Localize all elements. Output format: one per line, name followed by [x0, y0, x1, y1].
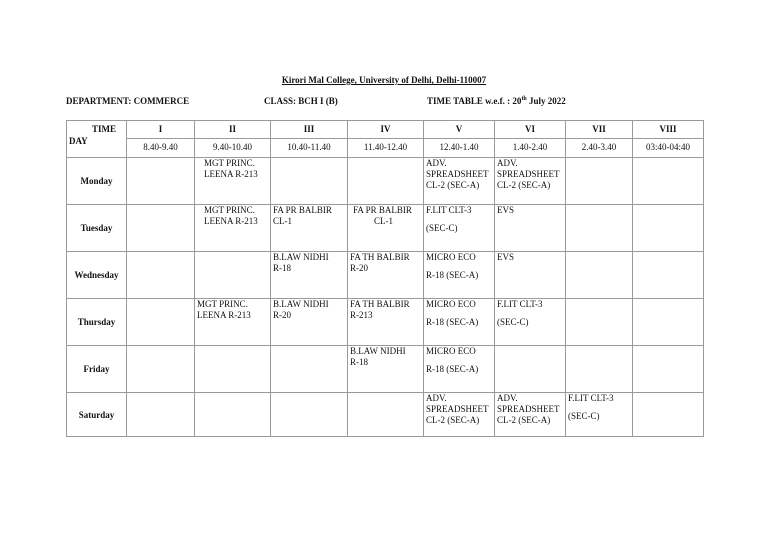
entry-line: SPREADSHEET — [426, 404, 489, 414]
timetable-cell — [126, 204, 195, 252]
entry-line: R-20 — [350, 263, 368, 273]
entry-line: MGT PRINC. — [204, 158, 255, 168]
class-entry — [497, 393, 560, 426]
entry-line: R-18 — [273, 263, 291, 273]
entry-line: FA PR BALBIR — [353, 205, 412, 215]
period-number: IV — [347, 120, 424, 139]
entry-line: R-213 — [350, 310, 373, 320]
entry-line: CL-1 — [273, 216, 292, 226]
timetable-cell — [632, 298, 704, 346]
entry-line: F.LIT CLT-3 — [497, 299, 543, 309]
day-label: Monday — [66, 157, 127, 205]
period-time: 03:40-04:40 — [632, 138, 704, 158]
entry-line: (SEC-C) — [426, 223, 458, 233]
timetable-cell — [565, 298, 633, 346]
timetable-cell — [126, 157, 195, 205]
timetable-cell — [632, 157, 704, 205]
entry-line: LEENA R-213 — [197, 310, 251, 320]
timetable-cell — [565, 157, 633, 205]
timetable-cell — [632, 392, 704, 437]
class-entry — [426, 393, 489, 426]
period-number: VI — [494, 120, 566, 139]
timetable-date — [427, 96, 566, 106]
period-time: 8.40-9.40 — [126, 138, 195, 158]
timetable-cell — [270, 345, 348, 393]
timetable-cell — [126, 298, 195, 346]
entry-line: CL-1 — [374, 216, 393, 226]
timetable-cell — [565, 251, 633, 299]
entry-line: B.LAW NIDHI — [273, 252, 329, 262]
period-number: III — [270, 120, 348, 139]
timetable-cell — [194, 251, 271, 299]
class-entry — [273, 205, 332, 227]
timetable-cell — [494, 345, 566, 393]
class-entry — [568, 393, 613, 422]
timetable-cell — [632, 345, 704, 393]
class-entry — [426, 346, 478, 375]
timetable-cell — [632, 204, 704, 252]
entry-line: ADV. — [497, 393, 518, 403]
class-entry — [273, 299, 329, 321]
day-label: Wednesday — [66, 251, 127, 299]
period-time: 1.40-2.40 — [494, 138, 566, 158]
class-entry — [353, 205, 412, 227]
entry-line: LEENA R-213 — [204, 169, 258, 179]
entry-line: ADV. — [426, 393, 447, 403]
class-entry — [426, 158, 489, 191]
entry-line: FA TH BALBIR — [350, 252, 410, 262]
class-label: CLASS: BCH I (B) — [264, 96, 338, 106]
timetable-cell — [565, 345, 633, 393]
class-entry — [426, 252, 478, 281]
class-entry — [497, 252, 514, 263]
entry-line: MICRO ECO — [426, 346, 476, 356]
class-entry — [273, 252, 329, 274]
entry-line: MGT PRINC. — [204, 205, 255, 215]
entry-line: FA PR BALBIR — [273, 205, 332, 215]
entry-line: F.LIT CLT-3 — [426, 205, 472, 215]
day-label: Thursday — [66, 298, 127, 346]
corner-cell — [66, 120, 127, 158]
entry-line: SPREADSHEET — [426, 169, 489, 179]
entry-line: CL-2 (SEC-A) — [426, 415, 480, 425]
entry-line: B.LAW NIDHI — [273, 299, 329, 309]
entry-line: (SEC-C) — [568, 411, 600, 421]
period-number: I — [126, 120, 195, 139]
entry-line: R-18 (SEC-A) — [426, 317, 479, 327]
period-time: 11.40-12.40 — [347, 138, 424, 158]
entry-line: CL-2 (SEC-A) — [426, 180, 480, 190]
entry-line: MICRO ECO — [426, 299, 476, 309]
entry-line: CL-2 (SEC-A) — [497, 180, 551, 190]
entry-line: CL-2 (SEC-A) — [497, 415, 551, 425]
timetable-cell — [565, 204, 633, 252]
entry-line: R-18 (SEC-A) — [426, 364, 479, 374]
period-number: VII — [565, 120, 633, 139]
timetable-cell — [194, 345, 271, 393]
period-time: 10.40-11.40 — [270, 138, 348, 158]
entry-line: EVS — [497, 205, 515, 215]
entry-line: R-18 (SEC-A) — [426, 270, 479, 280]
timetable-cell — [632, 251, 704, 299]
entry-line: MGT PRINC. — [197, 299, 248, 309]
entry-line: MICRO ECO — [426, 252, 476, 262]
corner-time-label: TIME — [91, 124, 116, 134]
entry-line: SPREADSHEET — [497, 404, 560, 414]
class-entry — [350, 299, 410, 321]
timetable-cell — [347, 392, 424, 437]
class-entry — [350, 252, 410, 274]
entry-line: F.LIT CLT-3 — [568, 393, 614, 403]
timetable-cell — [347, 157, 424, 205]
period-number: VIII — [632, 120, 704, 139]
timetable-cell — [126, 251, 195, 299]
class-entry — [497, 299, 542, 328]
entry-line: (SEC-C) — [497, 317, 529, 327]
entry-line: ADV. — [497, 158, 518, 168]
period-time: 12.40-1.40 — [423, 138, 495, 158]
timetable-sup: th — [521, 96, 527, 102]
department-label: DEPARTMENT: COMMERCE — [66, 96, 190, 106]
entry-line: B.LAW NIDHI — [350, 346, 406, 356]
timetable-cell — [270, 392, 348, 437]
entry-line: R-20 — [273, 310, 291, 320]
day-label: Saturday — [66, 392, 127, 437]
entry-line: LEENA R-213 — [204, 216, 258, 226]
period-number: II — [194, 120, 271, 139]
class-entry — [204, 205, 258, 227]
timetable-cell — [270, 157, 348, 205]
period-time: 9.40-10.40 — [194, 138, 271, 158]
corner-day-label: DAY — [69, 136, 88, 146]
class-entry — [497, 205, 514, 216]
entry-line: FA TH BALBIR — [350, 299, 410, 309]
entry-line: SPREADSHEET — [497, 169, 560, 179]
entry-line: EVS — [497, 252, 515, 262]
class-entry — [197, 299, 251, 321]
class-entry — [426, 205, 471, 234]
college-title: Kirori Mal College, University of Delhi, Delhi-110007 — [281, 75, 487, 85]
entry-line: ADV. — [426, 158, 447, 168]
entry-line: R-18 — [350, 357, 368, 367]
period-time: 2.40-3.40 — [565, 138, 633, 158]
timetable-cell — [126, 392, 195, 437]
timetable-cell — [194, 392, 271, 437]
class-entry — [497, 158, 560, 191]
timetable-suffix: July 2022 — [526, 96, 566, 106]
timetable-cell — [126, 345, 195, 393]
day-label: Friday — [66, 345, 127, 393]
period-number: V — [423, 120, 495, 139]
timetable-prefix: TIME TABLE w.e.f. : 20 — [427, 96, 522, 106]
class-entry — [426, 299, 478, 328]
class-entry — [204, 158, 258, 180]
class-entry — [350, 346, 406, 368]
day-label: Tuesday — [66, 204, 127, 252]
